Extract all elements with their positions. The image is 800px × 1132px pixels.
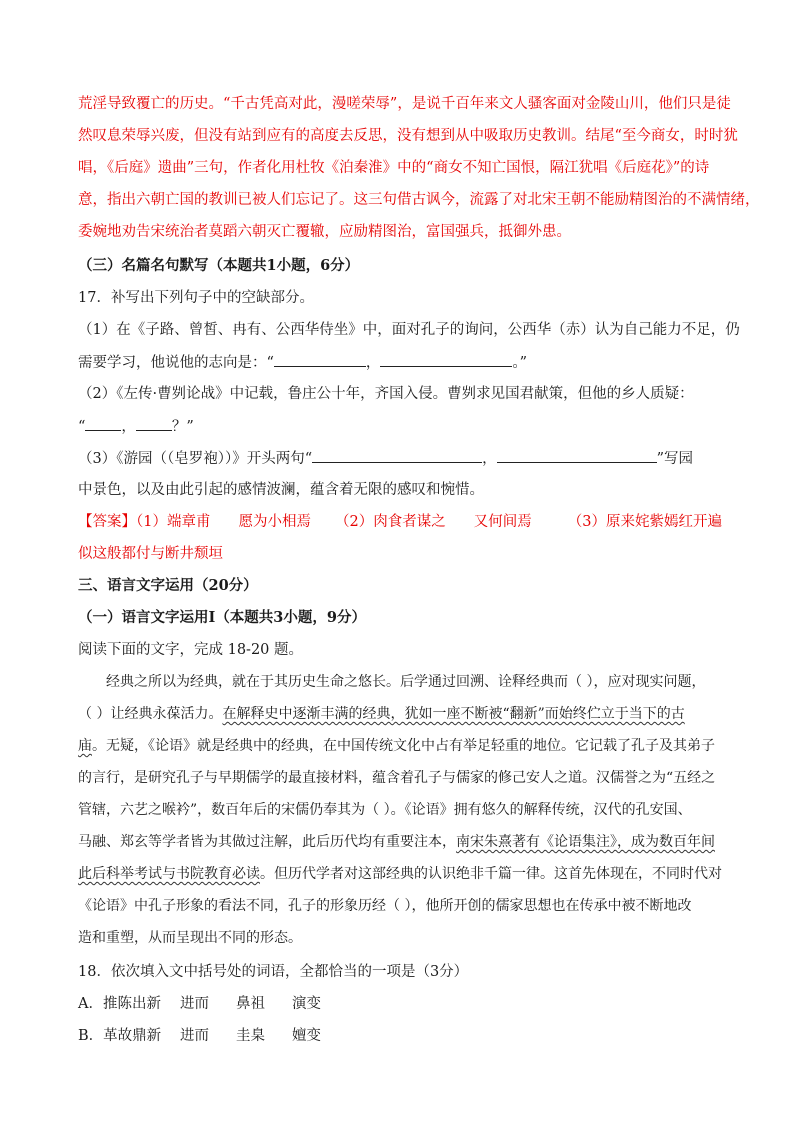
answer-1b: 愿为小相焉 — [238, 514, 311, 530]
section-heading-mingju: （三）名篇名句默写（本题共1小题，6分） — [78, 257, 360, 274]
q17-blank-1[interactable] — [274, 352, 366, 367]
q17-item3-line2: 中景色，以及由此引起的感情波澜，蕴含着无限的感叹和惋惜。 — [78, 482, 484, 498]
option-b-word-2: 进而 — [180, 1028, 209, 1044]
option-b[interactable] — [78, 1026, 728, 1046]
option-b-word-3: 圭臬 — [236, 1028, 265, 1044]
q17-item1-prefix: 需要学习，他说他的志向是：“ — [78, 355, 274, 371]
option-a-word-4: 演变 — [292, 996, 321, 1012]
q17-item1-suffix: 。” — [512, 355, 528, 371]
passage-line-2-plain: （ ）让经典永葆活力。 — [78, 706, 223, 722]
q17-item3-comma: ， — [482, 451, 497, 467]
passage-line-7-plain: 。但历代学者对这部经典的认识绝非千篇一律。这首先体现在，不同时代对 — [260, 866, 722, 882]
answer-line-1 — [78, 512, 728, 532]
passage-wavy-underline-1: 在解释史中逐渐丰满的经典，犹如一座不断被“翻新”而始终伫立于当下的古 — [222, 706, 685, 722]
question-17: 17．补写出下列句子中的空缺部分。 — [78, 290, 314, 306]
q17-item2-prefix: “ — [78, 419, 86, 435]
passage-wavy-underline-4: 此后科举考试与书院教育必读 — [78, 866, 260, 882]
q17-item1-line1: （1）在《子路、曾皙、冉有、公西华侍坐》中，面对孔子的询问，公西华（赤）认为自己能力不足，仍 — [78, 322, 740, 338]
option-a[interactable] — [78, 994, 728, 1014]
answer-3a: （3）原来姹紫嫣红开遍 — [567, 514, 722, 530]
part-heading-language: 三、语言文字运用（20分） — [78, 577, 258, 594]
passage-line-3 — [78, 736, 728, 756]
passage-line-4: 的言行，是研究孔子与早期儒学的最直接材料，蕴含着孔子与儒家的修己安人之道。汉儒誉之为“五经之 — [78, 770, 716, 786]
q17-item1-line2 — [78, 352, 728, 373]
analysis-line-5: 委婉地劝告宋统治者莫蹈六朝灭亡覆辙，应励精图治，富国强兵，抵御外患。 — [78, 224, 571, 240]
answer-1a: （1）端章甫 — [136, 514, 211, 530]
q17-blank-3[interactable] — [85, 416, 121, 431]
passage-line-6 — [78, 832, 728, 852]
q17-blank-4[interactable] — [136, 416, 172, 431]
q17-item3-prefix: （3）《游园（（皂罗袍））》开头两句“ — [78, 451, 313, 467]
option-a-word-1: A．推陈出新 — [78, 996, 161, 1012]
question-18: 18．依次填入文中括号处的词语，全都恰当的一项是（3分） — [78, 964, 469, 980]
sub-heading-language-1: （一）语言文字运用Ⅰ（本题共3小题，9分） — [78, 609, 366, 626]
passage-line-7 — [78, 864, 728, 884]
analysis-line-1: 荒淫导致覆亡的历史。“千古凭高对此，漫嗟荣辱”，是说千百年来文人骚客面对金陵山川，他们只是徒 — [78, 96, 731, 112]
analysis-line-3: 唱，《后庭》遗曲”三句，作者化用杜牧《泊秦淮》中的“商女不知亡国恨，隔江犹唱《后庭花》”的诗 — [78, 160, 710, 176]
passage-line-2 — [78, 704, 728, 724]
q17-item2-suffix: ？” — [171, 419, 194, 435]
reading-instruction: 阅读下面的文字，完成 18-20 题。 — [78, 642, 304, 658]
q17-item1-comma: ， — [365, 355, 381, 371]
passage-wavy-underline-2: 庙 — [78, 738, 92, 754]
q17-blank-6[interactable] — [497, 448, 657, 463]
q17-blank-5[interactable] — [312, 448, 482, 463]
analysis-line-4: 意，指出六朝亡国的教训已被人们忘记了。这三句借古讽今，流露了对北宋王朝不能励精图治的不满情绪， — [78, 192, 760, 208]
q17-item3-line1 — [78, 448, 728, 469]
passage-line-9: 造和重塑，从而呈现出不同的形态。 — [78, 930, 302, 946]
passage-wavy-underline-3: 南宋朱熹著有《论语集注》，成为数百年间 — [456, 834, 715, 850]
q17-item2-comma: ， — [121, 419, 136, 435]
passage-line-6-plain: 马融、郑玄等学者皆为其做过注解，此后历代均有重要注本， — [78, 834, 456, 850]
passage-line-8: 《论语》中孔子形象的看法不同，孔子的形象历经（ ），他所开创的儒家思想也在传承中被不断地改 — [78, 898, 692, 914]
q17-item2-line1: （2）《左传·曹刿论战》中记载，鲁庄公十年，齐国入侵。曹刿求见国君献策，但他的乡人质疑： — [78, 386, 694, 402]
q17-blank-2[interactable] — [380, 352, 512, 367]
analysis-line-2: 然叹息荣辱兴废，但没有站到应有的高度去反思，没有想到从中吸取历史教训。结尾“至今商女，时时犹 — [78, 128, 738, 144]
option-a-word-2: 进而 — [180, 996, 209, 1012]
passage-line-5: 管辖，六艺之喉衿”，数百年后的宋儒仍奉其为（ ）。《论语》拥有悠久的解释传统，汉代的孔安国、 — [78, 802, 692, 818]
option-b-word-1: B．革故鼎新 — [78, 1028, 162, 1044]
answer-2a: （2）肉食者谋之 — [334, 514, 446, 530]
option-b-word-4: 嬗变 — [292, 1028, 321, 1044]
answer-line-2: 似这般都付与断井颓垣 — [78, 546, 223, 562]
answer-2b: 又何间焉 — [473, 514, 532, 530]
q17-item3-suffix: ”写园 — [656, 451, 694, 467]
answer-label: 【答案】 — [78, 514, 136, 530]
q17-item2-line2 — [78, 416, 728, 437]
passage-line-3-plain: 。无疑，《论语》就是经典中的经典，在中国传统文化中占有举足轻重的地位。它记载了孔子及其弟子 — [92, 738, 715, 754]
option-a-word-3: 鼻祖 — [236, 996, 265, 1012]
passage-line-1: 经典之所以为经典，就在于其历史生命之悠长。后学通过回溯、诠释经典而（ ），应对现实问题， — [106, 674, 706, 690]
